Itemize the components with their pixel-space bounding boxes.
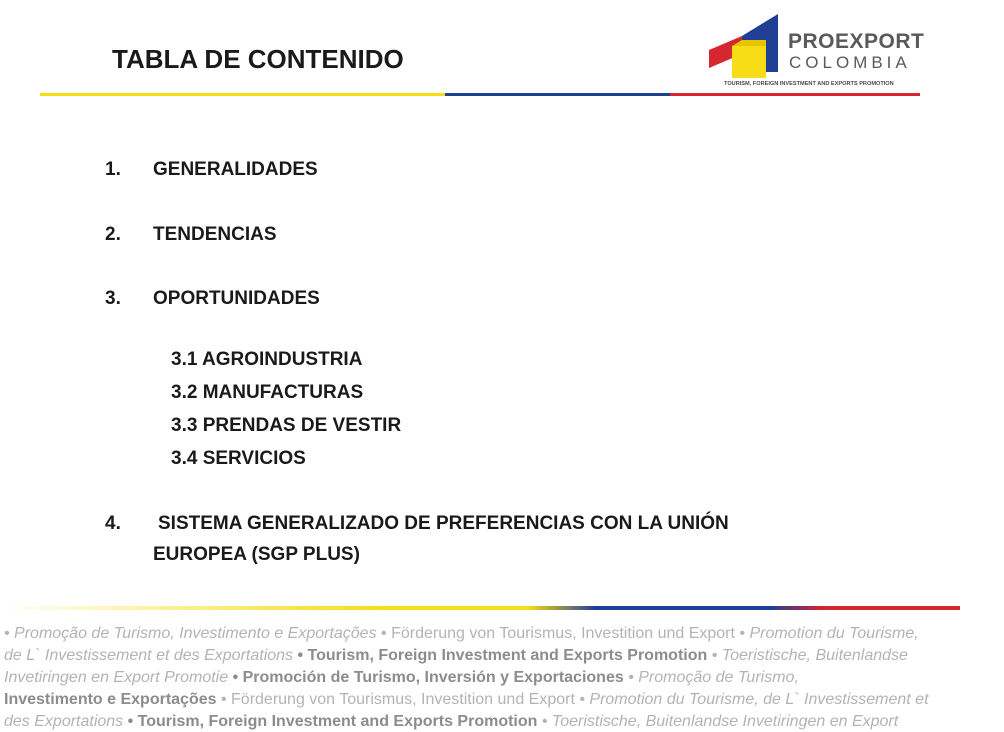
footer-band-line — [4, 668, 1004, 688]
footer-band-text: Investimento e Exportações — [4, 691, 221, 708]
footer-band-text: • Promoção de Turismo, — [628, 669, 799, 686]
footer-band-text: • Tourism, Foreign Investment and Exports Promotion — [127, 713, 542, 730]
footer-band-line — [4, 712, 1004, 732]
toc-subitem-manufacturas: 3.2 MANUFACTURAS — [171, 382, 364, 403]
toc-item-number: 3. — [105, 288, 121, 309]
logo-tagline: TOURISM, FOREIGN INVESTMENT AND EXPORTS PROMOTION — [724, 81, 894, 87]
toc-item-generalidades — [105, 159, 318, 181]
footer-multilingual-band — [0, 620, 960, 730]
toc-subitem-servicios: 3.4 SERVICIOS — [171, 448, 306, 469]
toc-item-label: TENDENCIAS — [153, 224, 277, 245]
footer-color-line — [0, 606, 960, 610]
toc-item-label: GENERALIDADES — [153, 159, 318, 180]
toc-item-tendencias — [105, 224, 277, 246]
footer-band-text: • Promotion du Tourisme, de L` Investissement et — [579, 691, 929, 708]
footer-band-text: • Toeristische, Buitenlandse — [711, 647, 908, 664]
footer-band-text: • Tourism, Foreign Investment and Exports Promotion — [297, 647, 712, 664]
toc-item-number: 4. — [105, 513, 121, 534]
logo-country: COLOMBIA — [789, 53, 911, 72]
toc-item-oportunidades — [105, 288, 320, 310]
footer-band-text: des Exportations — [4, 713, 128, 730]
toc-item-label: SISTEMA GENERALIZADO DE PREFERENCIAS CON LA UNIÓN — [158, 513, 729, 534]
slide-title: TABLA DE CONTENIDO — [112, 44, 404, 74]
toc-item-label: OPORTUNIDADES — [153, 288, 320, 309]
footer-band-text: • Förderung von Tourismus, Investition und Export — [376, 625, 740, 642]
footer-band-text: • Förderung von Tourismus, Investition und Export — [220, 691, 580, 708]
footer-band-text: • Promoção de Turismo, Investimento e Exportações — [4, 625, 377, 642]
footer-band-line — [4, 646, 1004, 666]
footer-band-line — [4, 690, 1004, 710]
footer-band-text: de L` Investissement et des Exportations — [4, 647, 298, 664]
toc-subitem-agroindustria: 3.1 AGROINDUSTRIA — [171, 349, 363, 370]
footer-band-line — [4, 624, 1004, 644]
toc-item-number: 1. — [105, 159, 121, 180]
footer-band-text: • Promotion du Tourisme, — [739, 625, 919, 642]
toc-subitem-prendas-de-vestir: 3.3 PRENDAS DE VESTIR — [171, 415, 402, 436]
logo-name: PROEXPORT — [788, 30, 925, 53]
toc-item-sgp-plus-continuation: EUROPEA (SGP PLUS) — [153, 544, 360, 565]
footer-band-text: • Toeristische, Buitenlandse Invetiringen en Export — [541, 713, 899, 730]
toc-item-sgp-plus — [105, 513, 729, 535]
toc-item-number: 2. — [105, 224, 121, 245]
footer-band-text: Invetiringen en Export Promotie — [4, 669, 233, 686]
footer-band-text: • Promoción de Turismo, Inversión y Exportaciones — [232, 669, 629, 686]
